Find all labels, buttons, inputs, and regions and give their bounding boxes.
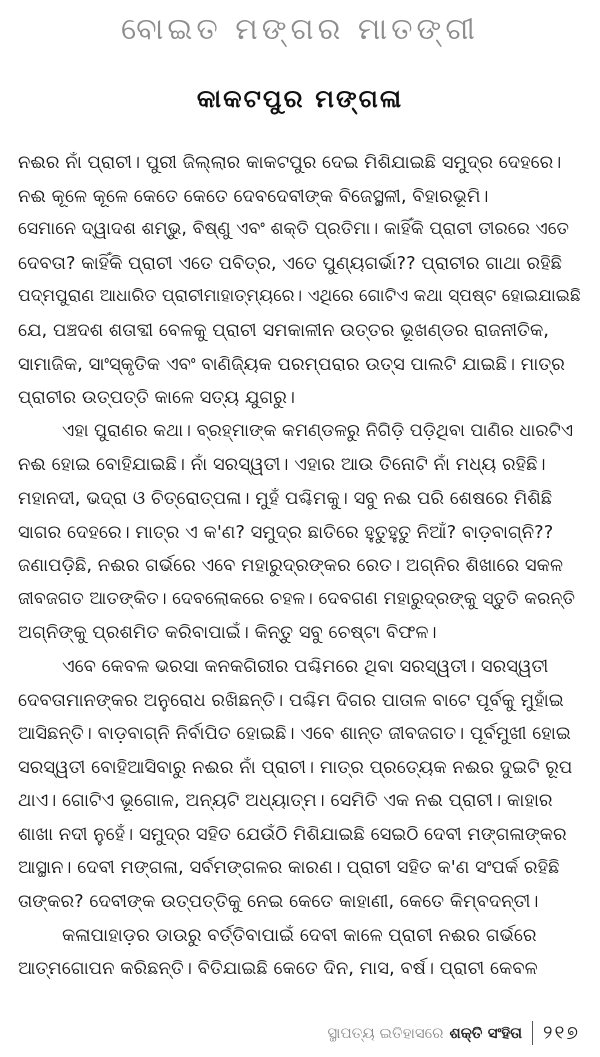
body-line: ସାମାଜିକ, ସାଂସ୍କୃତିକ ଏବଂ ବାଣିଜ୍ୟିକ ପରମ୍ପରାର ଉତ୍ସ ପାଲଟି ଯାଇଛି। ମାତ୍ର	[18, 353, 565, 375]
body-line: ଆତ୍ମଗୋପନ କରିଛନ୍ତି। ବିତିଯାଇଛି କେତେ ଦିନ, ମାସ, ବର୍ଷ। ପ୍ରାଚୀ କେବଳ	[18, 958, 538, 980]
body-line: ଦେବତା? କାହିଁକି ପ୍ରାଚୀ ଏତେ ପବିତ୍ର, ଏତେ ପୁଣ୍ୟଗର୍ଭା?? ପ୍ରାଚୀର ଗାଥା ରହିଛି	[18, 252, 562, 274]
body-line: ନଈ କୂଳେ କୂଳେ କେତେ କେତେ ଦେବଦେବୀଙ୍କ ବିଜେସ୍ଥଳୀ, ବିହାରଭୂମି।	[18, 185, 489, 207]
footer-series-title: ସ୍ଥାପତ୍ୟ ଇତିହାସରେ	[327, 1024, 444, 1042]
body-line: ଅଗ୍ନିଙ୍କୁ ପ୍ରଶମିତ କରିବାପାଇଁ। କିନ୍ତୁ ସବୁ ଚେଷ୍ଟା ବିଫଳ।	[18, 622, 437, 644]
body-line: ତାଙ୍କର? ଦେବୀଙ୍କ ଉତ୍ପତ୍ତିକୁ ନେଇ କେତେ କାହାଣୀ, କେତେ କିମ୍ବଦନ୍ତୀ।	[18, 891, 539, 913]
body-line: ଆସିଛନ୍ତି। ବାଡ଼ବାଗ୍ନି ନିର୍ବାପିତ ହୋଇଛି। ଏବେ ଶାନ୍ତ ଜୀବଜଗତ। ପୂର୍ବମୁଖୀ ହୋଇ	[18, 723, 571, 745]
body-line: ଜଣାପଡ଼ିଛି, ନଈର ଗର୍ଭରେ ଏବେ ମହାରୁଦ୍ରଙ୍କର ରେତ। ଅଗ୍ନିର ଶିଖାରେ ସକଳ	[18, 555, 563, 577]
body-line: ସରସ୍ୱତୀ ବୋହିଆସିବାରୁ ନଈର ନାଁ ପ୍ରାଚୀ। ମାତ୍ର ପ୍ରତ୍ୟେକ ନଈର ଦୁଇଟି ରୂପ	[18, 756, 573, 778]
body-line: ଆସ୍ଥାନ। ଦେବୀ ମଙ୍ଗଳା, ସର୍ବମଙ୍ଗଳର କାରଣ। ପ୍ରାଚୀ ସହିତ କ'ଣ ସଂପର୍କ ରହିଛି	[18, 857, 560, 879]
body-line: କଳାପାହାଡ଼ର ଡାଉରୁ ବର୍ତ୍ତିବାପାଇଁ ଦେବୀ କାଳେ ପ୍ରାଚୀ ନଈର ଗର୍ଭରେ	[62, 924, 537, 946]
body-line: ପଦ୍ମପୁରାଣ ଆଧାରିତ ପ୍ରାଚୀମାହାତ୍ମ୍ୟରେ। ଏଥିରେ ଗୋଟିଏ କଥା ସ୍ପଷ୍ଟ ହୋଇଯାଇଛି	[18, 286, 581, 307]
running-header-title: ବୋଇତ ମଙ୍ଗର ମାତଙ୍ଗୀ	[121, 12, 479, 47]
body-line: ଯେ, ପଞ୍ଚଦଶ ଶତାବ୍ଦୀ ବେଳକୁ ପ୍ରାଚୀ ସମକାଳୀନ ଉତ୍ତର ଭୂଖଣ୍ଡର ରାଜନୀତିକ,	[18, 319, 549, 341]
page-footer	[327, 1018, 580, 1048]
body-line: ଶାଖା ନଦୀ ନୁହେଁ। ସମୁଦ୍ର ସହିତ ଯେଉଁଠି ମିଶିଯାଇଛି ସେଇଠି ଦେବୀ ମଙ୍ଗଳାଙ୍କର	[18, 823, 567, 845]
body-text	[18, 146, 584, 986]
body-line: ନଈ ହୋଇ ବୋହିଯାଇଛି। ନାଁ ସରସ୍ୱତୀ। ଏହାର ଆଉ ତିନୋଟି ନାଁ ମଧ୍ୟ ରହିଛି।	[18, 454, 546, 476]
body-line: ସାଗର ଦେହରେ। ମାତ୍ର ଏ କ'ଣ? ସମୁଦ୍ର ଛାତିରେ ହୁତୁହୁତୁ ନିଆଁ? ବାଡ଼ବାଗ୍ନି??	[18, 521, 554, 543]
body-line: ଥାଏ। ଗୋଟିଏ ଭୂଗୋଳ, ଅନ୍ୟଟି ଅଧ୍ୟାତ୍ମ। ସେମିତି ଏକ ନଈ ପ୍ରାଚୀ। କାହାର	[18, 790, 553, 812]
body-line: ଦେବତାମାନଙ୍କର ଅନୁରୋଧ ରଖିଛନ୍ତି। ପଶ୍ଚିମ ଦିଗର ପାତାଳ ବାଟେ ପୂର୍ବକୁ ମୁହାଁଇ	[18, 689, 564, 711]
body-line: ନଈର ନାଁ ପ୍ରାଚୀ। ପୁରୀ ଜିଲ୍ଲାର କାକଟପୁର ଦେଇ ମିଶିଯାଇଛି ସମୁଦ୍ର ଦେହରେ।	[18, 152, 562, 173]
chapter-title: କାକଟପୁର ମଙ୍ଗଳା	[196, 84, 404, 113]
body-line: ମହାନଦୀ, ଭଦ୍ରା ଓ ଚିତ୍ରୋତ୍ପଳା। ମୁହଁ ପଶ୍ଚିମକୁ। ସବୁ ନଈ ପରି ଶେଷରେ ମିଶିଛି	[18, 487, 553, 509]
body-line: ସେମାନେ ଦ୍ୱାଦଶ ଶମ୍ଭୁ, ବିଷ୍ଣୁ ଏବଂ ଶକ୍ତି ପ୍ରତିମା। କାହିଁକି ପ୍ରାଚୀ ତୀରରେ ଏତେ	[18, 219, 569, 240]
body-line: ଏବେ କେବଳ ଭରସା କନକଗିରୀର ପଶ୍ଚିମରେ ଥିବା ସରସ୍ୱତୀ। ସରସ୍ୱତୀ	[62, 655, 549, 677]
page-number: ୨୧୭	[543, 1022, 580, 1044]
footer-book-title: ଶକ୍ତି ସଂହିତା	[449, 1024, 522, 1042]
footer-divider	[532, 1021, 533, 1045]
body-line: ଏହା ପୁରାଣର କଥା। ବ୍ରହ୍ମାଙ୍କ କମଣ୍ଡଳରୁ ନିଗିଡ଼ି ପଡ଼ିଥିବା ପାଣିର ଧାରଟିଏ	[62, 420, 574, 441]
body-line: ଜୀବଜଗତ ଆତଙ୍କିତ। ଦେବଲୋକରେ ଚହଳ। ଦେବଗଣ ମହାରୁଦ୍ରଙ୍କୁ ସ୍ତୁତି କରନ୍ତି	[18, 588, 575, 609]
body-line: ପ୍ରାଚୀର ଉତ୍ପତ୍ତି କାଳେ ସତ୍ୟ ଯୁଗରୁ।	[18, 387, 295, 409]
